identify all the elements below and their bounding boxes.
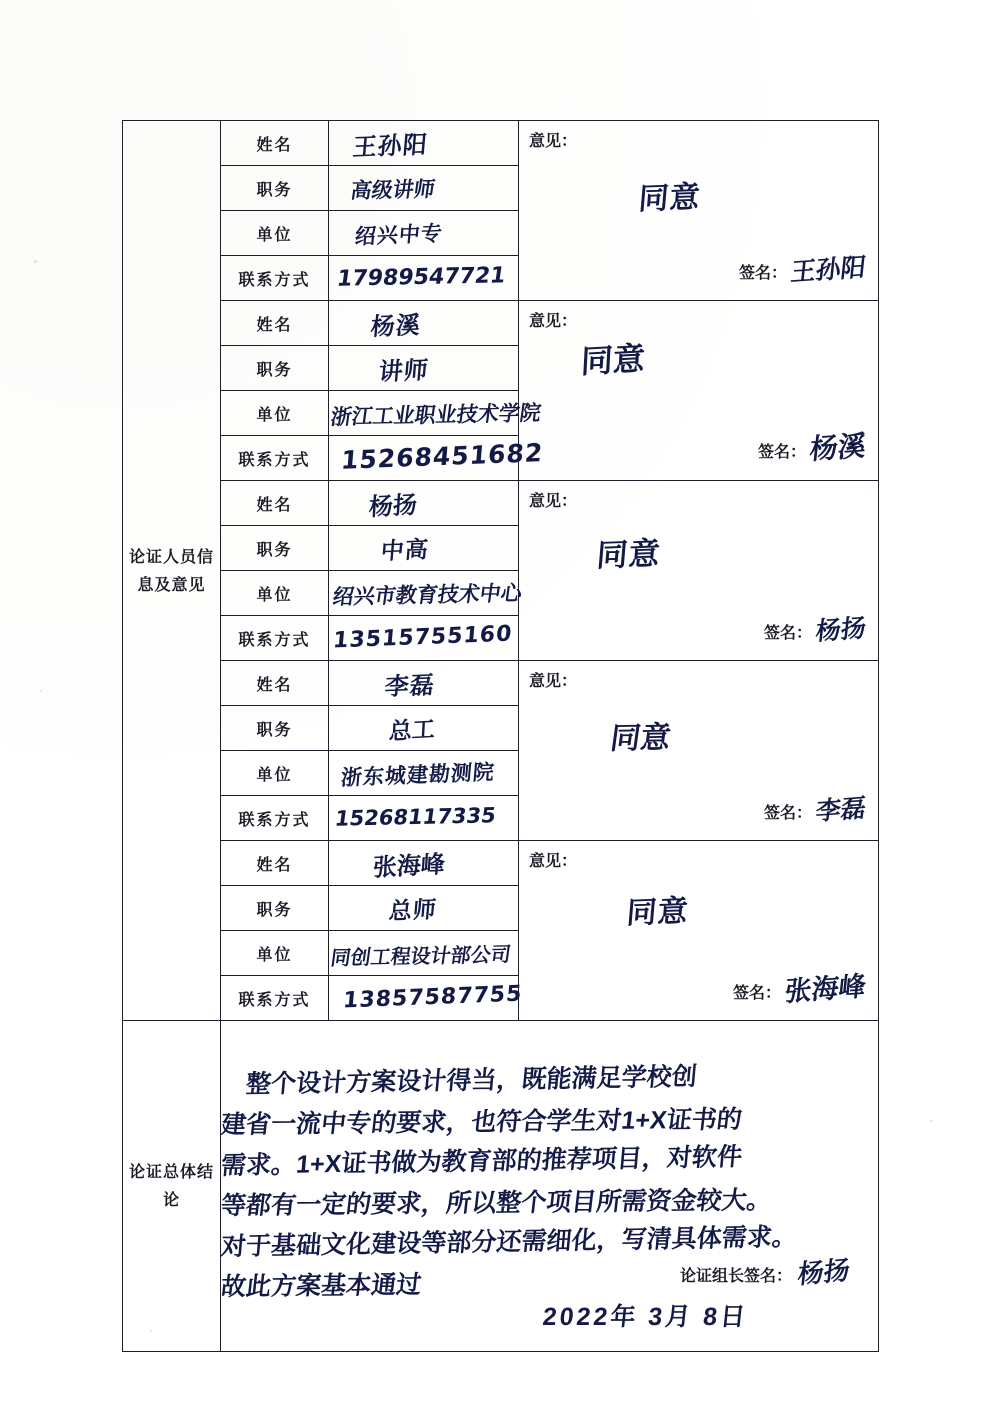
conclusion-line: 需求。1+X证书做为教育部的推荐项目，对软件 bbox=[219, 1142, 744, 1180]
reviewer-1-signature: 王孙阳 bbox=[789, 252, 868, 287]
reviewer-2-position-cell bbox=[329, 346, 519, 391]
reviewer-1-contact-cell bbox=[329, 256, 519, 301]
field-label-contact: 联系方式 bbox=[221, 976, 329, 1021]
reviewer-4-organization-cell bbox=[329, 751, 519, 796]
reviewer-5-signature-line bbox=[732, 967, 868, 1009]
reviewer-3-organization-cell bbox=[329, 571, 524, 616]
reviewer-3-position: 中高 bbox=[379, 537, 430, 565]
scan-speck bbox=[40, 690, 42, 692]
reviewer-5-name: 张海峰 bbox=[372, 850, 446, 882]
opinion-label: 意见： bbox=[529, 671, 578, 690]
reviewer-4-position: 总工 bbox=[388, 716, 436, 746]
table-row bbox=[123, 661, 879, 706]
field-label-contact: 联系方式 bbox=[221, 796, 329, 841]
reviewer-3-name-cell bbox=[329, 481, 519, 526]
reviewer-4-signature: 李磊 bbox=[814, 793, 868, 826]
reviewer-2-signature-line bbox=[758, 426, 866, 466]
reviewer-5-name-cell bbox=[329, 841, 519, 886]
conclusion-cell bbox=[221, 1021, 879, 1352]
reviewer-1-name: 王孙阳 bbox=[351, 130, 429, 162]
reviewer-1-organization-cell bbox=[329, 211, 519, 256]
reviewer-5-contact-cell bbox=[329, 976, 524, 1021]
reviewer-4-name: 李磊 bbox=[383, 670, 436, 702]
field-label-organization: 单位 bbox=[221, 751, 329, 796]
reviewer-5-organization-cell bbox=[329, 931, 519, 976]
reviewer-2-opinion-cell bbox=[519, 301, 879, 481]
field-label-organization: 单位 bbox=[221, 571, 329, 616]
reviewer-3-name: 杨扬 bbox=[368, 490, 418, 522]
field-label-name: 姓名 bbox=[221, 121, 329, 166]
signature-label: 签名： bbox=[763, 623, 812, 642]
scan-speck bbox=[930, 1120, 933, 1122]
row-label-panel-text: 论证人员信息及意见 bbox=[128, 546, 214, 594]
row-label-conclusion bbox=[123, 1021, 221, 1352]
field-label-organization: 单位 bbox=[221, 931, 329, 976]
reviewer-4-signature-line bbox=[764, 790, 866, 826]
opinion-label: 意见： bbox=[529, 131, 578, 150]
signature-label: 签名： bbox=[763, 803, 812, 822]
reviewer-3-opinion: 同意 bbox=[595, 535, 663, 574]
reviewer-4-opinion-cell bbox=[519, 661, 879, 841]
field-label-name: 姓名 bbox=[221, 661, 329, 706]
field-label-position: 职务 bbox=[221, 706, 329, 751]
row-label-panel bbox=[123, 121, 221, 1021]
conclusion-line: 整个设计方案设计得当，既能满足学校创 bbox=[219, 1062, 699, 1099]
reviewer-2-organization-cell bbox=[329, 391, 543, 436]
reviewer-5-signature: 张海峰 bbox=[783, 971, 868, 1009]
reviewer-5-contact: 13857587755 bbox=[342, 981, 524, 1014]
field-label-contact: 联系方式 bbox=[221, 436, 329, 481]
reviewer-1-opinion: 同意 bbox=[637, 180, 703, 217]
field-label-name: 姓名 bbox=[221, 841, 329, 886]
reviewer-1-signature-line bbox=[739, 250, 866, 286]
reviewer-4-organization: 浙东城建勘测院 bbox=[339, 760, 496, 791]
conclusion-line: 建省一流中专的要求，也符合学生对1+X证书的 bbox=[219, 1105, 744, 1139]
leader-signature-label: 论证组长签名： bbox=[679, 1266, 792, 1285]
reviewer-1-name-cell bbox=[329, 121, 519, 166]
reviewer-1-contact: 17989547721 bbox=[335, 263, 508, 292]
reviewer-5-opinion-cell bbox=[519, 841, 879, 1021]
table-row bbox=[123, 841, 879, 886]
field-label-position: 职务 bbox=[221, 526, 329, 571]
reviewer-5-opinion: 同意 bbox=[625, 894, 691, 931]
field-label-organization: 单位 bbox=[221, 391, 329, 436]
field-label-position: 职务 bbox=[221, 166, 329, 211]
signature-label: 签名： bbox=[738, 263, 787, 282]
field-label-name: 姓名 bbox=[221, 301, 329, 346]
table-row bbox=[123, 121, 879, 166]
reviewer-2-contact-cell bbox=[329, 436, 545, 481]
reviewer-3-signature-line bbox=[764, 610, 866, 646]
reviewer-3-position-cell bbox=[329, 526, 519, 571]
leader-signature: 杨扬 bbox=[796, 1255, 852, 1291]
reviewer-2-opinion: 同意 bbox=[579, 340, 646, 380]
reviewer-3-opinion-cell bbox=[519, 481, 879, 661]
field-label-position: 职务 bbox=[221, 886, 329, 931]
reviewer-4-contact: 15268117335 bbox=[333, 803, 498, 831]
table-row bbox=[123, 301, 879, 346]
field-label-organization: 单位 bbox=[221, 211, 329, 256]
reviewer-3-organization: 绍兴市教育技术中心 bbox=[331, 580, 524, 610]
table-row bbox=[123, 481, 879, 526]
reviewer-4-contact-cell bbox=[329, 796, 519, 841]
conclusion-date: 2022年 3月 8日 bbox=[540, 1303, 750, 1331]
reviewer-1-organization: 绍兴中专 bbox=[353, 221, 444, 249]
field-label-contact: 联系方式 bbox=[221, 256, 329, 301]
reviewer-1-position: 高级讲师 bbox=[349, 177, 437, 203]
review-form bbox=[122, 120, 878, 1352]
field-label-position: 职务 bbox=[221, 346, 329, 391]
reviewer-4-position-cell bbox=[329, 706, 519, 751]
reviewer-3-contact-cell bbox=[329, 616, 519, 661]
reviewer-2-organization: 浙江工业职业技术学院 bbox=[329, 400, 543, 430]
conclusion-row bbox=[123, 1021, 879, 1352]
opinion-label: 意见： bbox=[529, 851, 578, 870]
reviewer-2-contact: 15268451682 bbox=[339, 438, 545, 475]
signature-label: 签名： bbox=[757, 442, 806, 461]
reviewer-4-name-cell bbox=[329, 661, 519, 706]
field-label-contact: 联系方式 bbox=[221, 616, 329, 661]
opinion-label: 意见： bbox=[529, 491, 578, 510]
opinion-label: 意见： bbox=[529, 311, 578, 330]
conclusion-line: 对于基础文化建设等部分还需细化，写清具体需求。 bbox=[219, 1222, 799, 1261]
conclusion-line: 故此方案基本通过 bbox=[219, 1270, 423, 1301]
reviewer-2-name-cell bbox=[329, 301, 519, 346]
reviewer-2-name: 杨溪 bbox=[369, 310, 422, 342]
reviewer-3-signature: 杨扬 bbox=[814, 613, 868, 646]
reviewer-5-position-cell bbox=[329, 886, 519, 931]
reviewer-2-position: 讲师 bbox=[377, 355, 430, 387]
reviewer-4-opinion: 同意 bbox=[608, 721, 673, 756]
reviewer-1-position-cell bbox=[329, 166, 519, 211]
reviewer-1-opinion-cell bbox=[519, 121, 879, 301]
field-label-name: 姓名 bbox=[221, 481, 329, 526]
row-label-conclusion-text: 论证总体结论 bbox=[128, 1162, 214, 1209]
reviewer-2-signature: 杨溪 bbox=[808, 428, 868, 467]
signature-label: 签名： bbox=[732, 983, 781, 1002]
reviewer-3-contact: 13515755160 bbox=[332, 621, 514, 654]
conclusion-line: 等都有一定的要求，所以整个项目所需资金较大。 bbox=[219, 1186, 774, 1220]
reviewer-5-organization: 同创工程设计部公司 bbox=[329, 942, 513, 970]
reviewer-5-position: 总师 bbox=[387, 897, 438, 925]
leader-signature-line bbox=[680, 1252, 850, 1289]
reviewers-table bbox=[122, 120, 879, 1352]
scan-speck bbox=[34, 260, 37, 263]
